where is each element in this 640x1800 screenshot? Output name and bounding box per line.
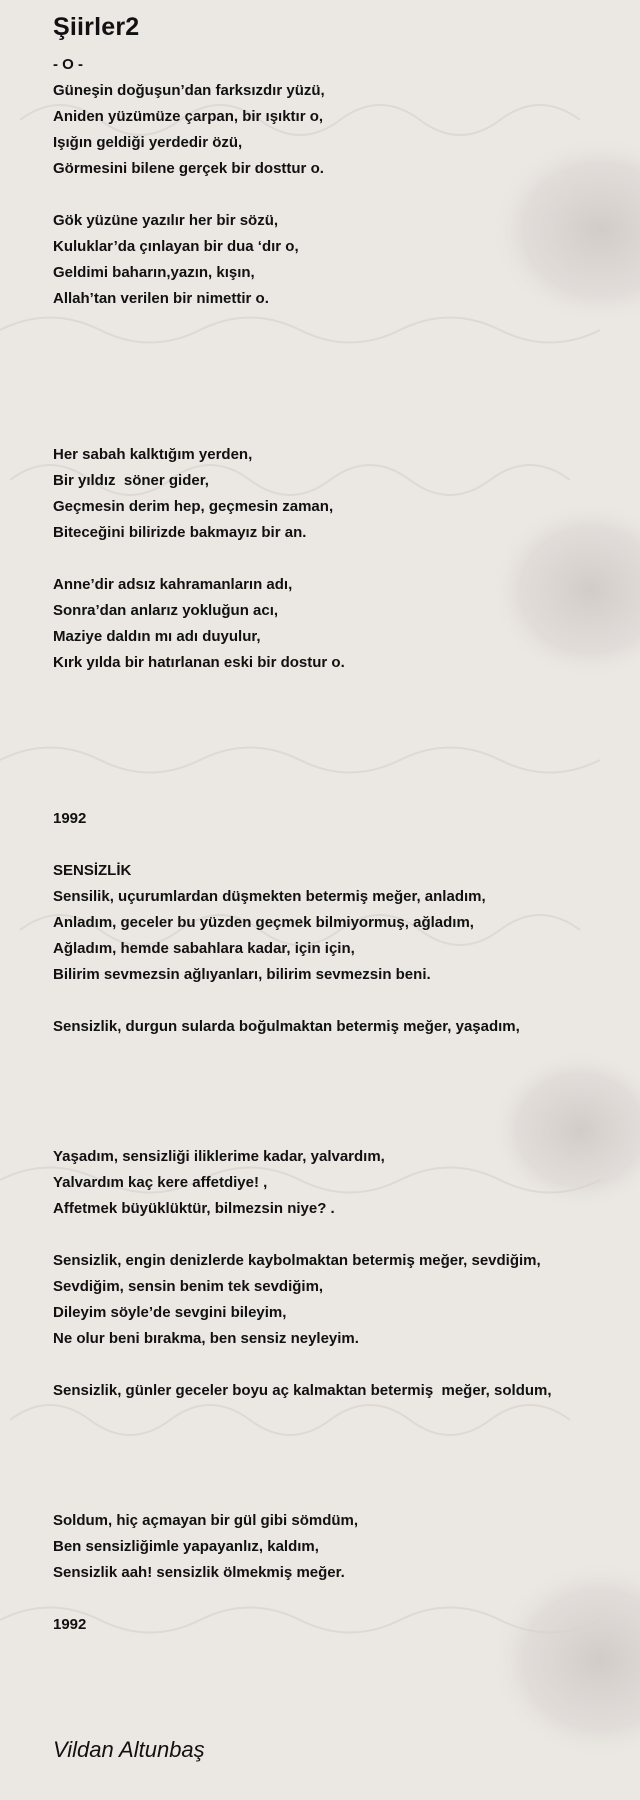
blank-line	[53, 1404, 580, 1430]
poem-line: Yaşadım, sensizliği iliklerime kadar, yalvardım,	[53, 1148, 385, 1165]
poem-line: Sensizlik, engin denizlerde kaybolmaktan betermiş meğer, sevdiğim,	[53, 1252, 541, 1269]
blank-line	[53, 1482, 580, 1508]
poem-line: Kırk yılda bir hatırlanan eski bir dostur o.	[53, 654, 345, 671]
poem-line: Allah’tan verilen bir nimettir o.	[53, 290, 269, 307]
blank-line	[53, 1586, 580, 1612]
poem-line: Sonra’dan anlarız yokluğun acı,	[53, 602, 279, 619]
poem-line: Sensilik, uçurumlardan düşmekten betermiş meğer, anladım,	[53, 888, 486, 905]
poem-body	[53, 52, 580, 1638]
poem-line: Sensizlik, durgun sularda boğulmaktan betermiş meğer, yaşadım,	[53, 1018, 520, 1035]
blank-line	[53, 364, 580, 390]
blank-line	[53, 546, 580, 572]
poem-line: Ben sensizliğimle yapayanlız, kaldım,	[53, 1538, 319, 1555]
blank-line	[53, 754, 580, 780]
blank-line	[53, 780, 580, 806]
poem-line: Sensizlik aah! sensizlik ölmekmiş meğer.	[53, 1564, 345, 1581]
poem-line: Aniden yüzümüze çarpan, bir ışıktır o,	[53, 108, 324, 125]
poem-line: Sevdiğim, sensin benim tek sevdiğim,	[53, 1278, 324, 1295]
blank-line	[53, 1040, 580, 1066]
poem-line: Biteceğini bilirizde bakmayız bir an.	[53, 524, 307, 541]
page-title: Şiirler2	[53, 13, 140, 41]
blank-line	[53, 1066, 580, 1092]
blank-line	[53, 832, 580, 858]
poem-line: Dileyim söyle’de sevgini bileyim,	[53, 1304, 287, 1321]
poem-line: Sensizlik, günler geceler boyu aç kalmaktan betermiş meğer, soldum,	[53, 1382, 552, 1399]
poem-line: Ne olur beni bırakma, ben sensiz neyleyim.	[53, 1330, 359, 1347]
poem-line: Geçmesin derim hep, geçmesin zaman,	[53, 498, 334, 515]
poem-line: Görmesini bilene gerçek bir dosttur o.	[53, 160, 324, 177]
poem-line: 1992	[53, 810, 87, 827]
poem-line: Geldimi baharın,yazın, kışın,	[53, 264, 255, 281]
poem-line: Işığın geldiği yerdedir özü,	[53, 134, 243, 151]
blank-line	[53, 1352, 580, 1378]
poem-line: SENSİZLİK	[53, 862, 132, 879]
poem-line: Yalvardım kaç kere affetdiye! ,	[53, 1174, 268, 1191]
blank-line	[53, 728, 580, 754]
blank-line	[53, 676, 580, 702]
blank-line	[53, 312, 580, 338]
blank-line	[53, 338, 580, 364]
poem-line: Anne’dir adsız kahramanların adı,	[53, 576, 293, 593]
blank-line	[53, 182, 580, 208]
blank-line	[53, 1222, 580, 1248]
blank-line	[53, 390, 580, 416]
blank-line	[53, 1118, 580, 1144]
poem-line: Affetmek büyüklüktür, bilmezsin niye? .	[53, 1200, 335, 1217]
poem-line: Maziye daldın mı adı duyulur,	[53, 628, 261, 645]
poem-line: Soldum, hiç açmayan bir gül gibi sömdüm,	[53, 1512, 359, 1529]
poem-line: Her sabah kalktığım yerden,	[53, 446, 253, 463]
poem-line: - O -	[53, 56, 83, 73]
blank-line	[53, 1456, 580, 1482]
blank-line	[53, 1430, 580, 1456]
author-name: Vildan Altunbaş	[53, 1737, 205, 1762]
poem-line: Kuluklar’da çınlayan bir dua ‘dır o,	[53, 238, 299, 255]
poem-line: 1992	[53, 1616, 87, 1633]
poem-line: Anladım, geceler bu yüzden geçmek bilmiyormuş, ağladım,	[53, 914, 474, 931]
poem-line: Ağladım, hemde sabahlara kadar, için için,	[53, 940, 355, 957]
blank-line	[53, 988, 580, 1014]
blank-line	[53, 702, 580, 728]
blank-line	[53, 416, 580, 442]
blank-line	[53, 1092, 580, 1118]
poem-line: Güneşin doğuşun’dan farksızdır yüzü,	[53, 82, 325, 99]
poem-line: Bir yıldız söner gider,	[53, 472, 209, 489]
poem-line: Bilirim sevmezsin ağlıyanları, bilirim sevmezsin beni.	[53, 966, 431, 983]
poem-line: Gök yüzüne yazılır her bir sözü,	[53, 212, 279, 229]
